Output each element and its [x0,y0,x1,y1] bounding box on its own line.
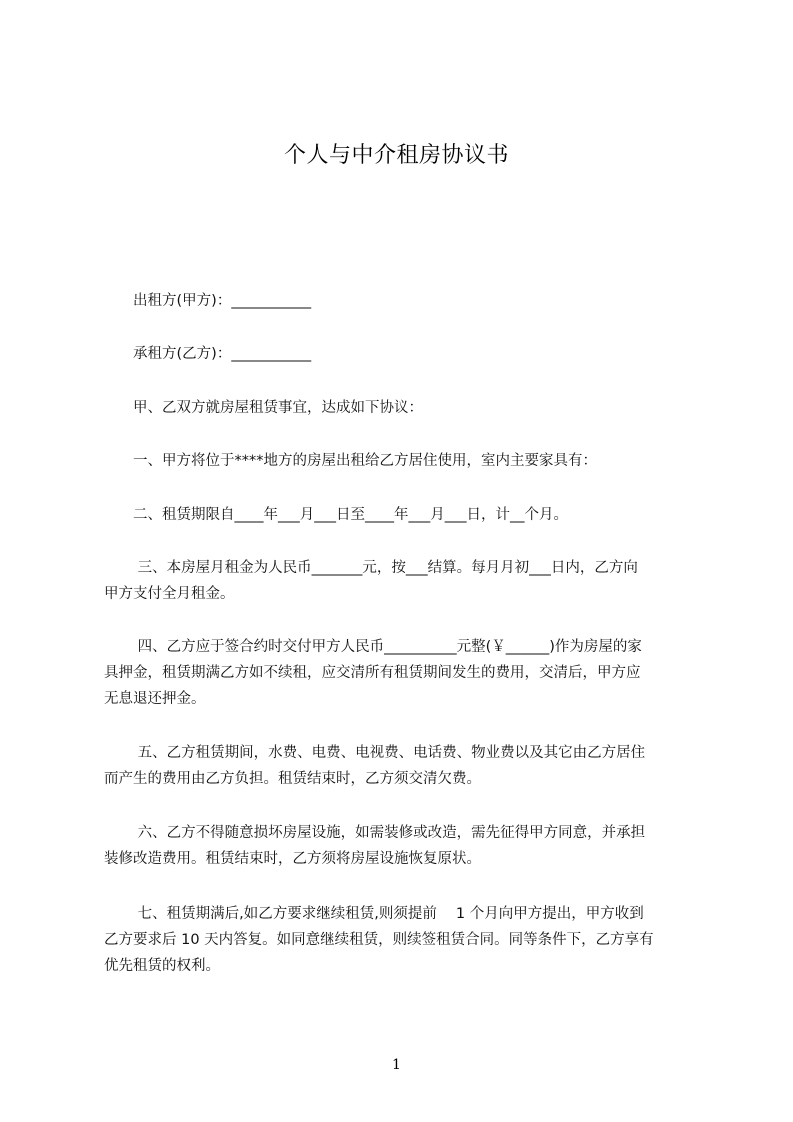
clause-7-line: 乙方要求后 10 天内答复。如同意继续租赁，则续签租赁合同。同等条件下，乙方享有 [104,932,654,948]
clause-4 [104,634,700,712]
clause-5-line: 五、乙方租赁期间，水费、电费、电视费、电话费、物业费以及其它由乙方居住 [104,745,646,761]
clause-6 [104,820,700,872]
clause-5-line: 而产生的费用由乙方负担。租赁结束时，乙方须交清欠费。 [104,771,481,787]
clause-7 [104,901,700,979]
clause-4-line: 无息退还押金。 [104,691,206,707]
page-number: 1 [392,1057,401,1073]
clause-4-line: 具押金，租赁期满乙方如不续租，应交清所有租赁期间发生的费用，交清后，甲方应 [104,665,641,681]
clause-4-line: 四、乙方应于签合约时交付甲方人民币__________元整(￥______)作为房屋的家 [104,639,642,655]
agreement-intro: 甲、乙双方就房屋租赁事宜，达成如下协议： [104,400,423,416]
clause-6-line: 装修改造费用。租赁结束时，乙方须将房屋设施恢复原状。 [104,851,481,867]
clause-7-line: 七、租赁期满后,如乙方要求继续租赁,则须提前 1 个月向甲方提出，甲方收到 [104,906,644,922]
clause-3-line: 三、本房屋月租金为人民币_______元，按___结算。每月月初___日内，乙方向 [104,560,638,576]
clause-5 [104,740,700,792]
clause-3 [104,555,700,607]
landlord-line: 出租方(甲方)：___________ [104,293,312,309]
clause-2: 二、租赁期限自____年___月___日至____年___月___日，计__个月。 [104,507,568,523]
clause-6-line: 六、乙方不得随意损坏房屋设施，如需装修或改造，需先征得甲方同意，并承担 [104,825,646,841]
document-title: 个人与中介租房协议书 [283,143,509,168]
clause-7-line: 优先租赁的权利。 [104,958,220,974]
clause-1: 一、甲方将位于****地方的房屋出租给乙方居住使用，室内主要家具有： [104,453,597,469]
tenant-line: 承租方(乙方)：___________ [104,346,312,362]
clause-3-line: 甲方支付全月租金。 [104,586,235,602]
